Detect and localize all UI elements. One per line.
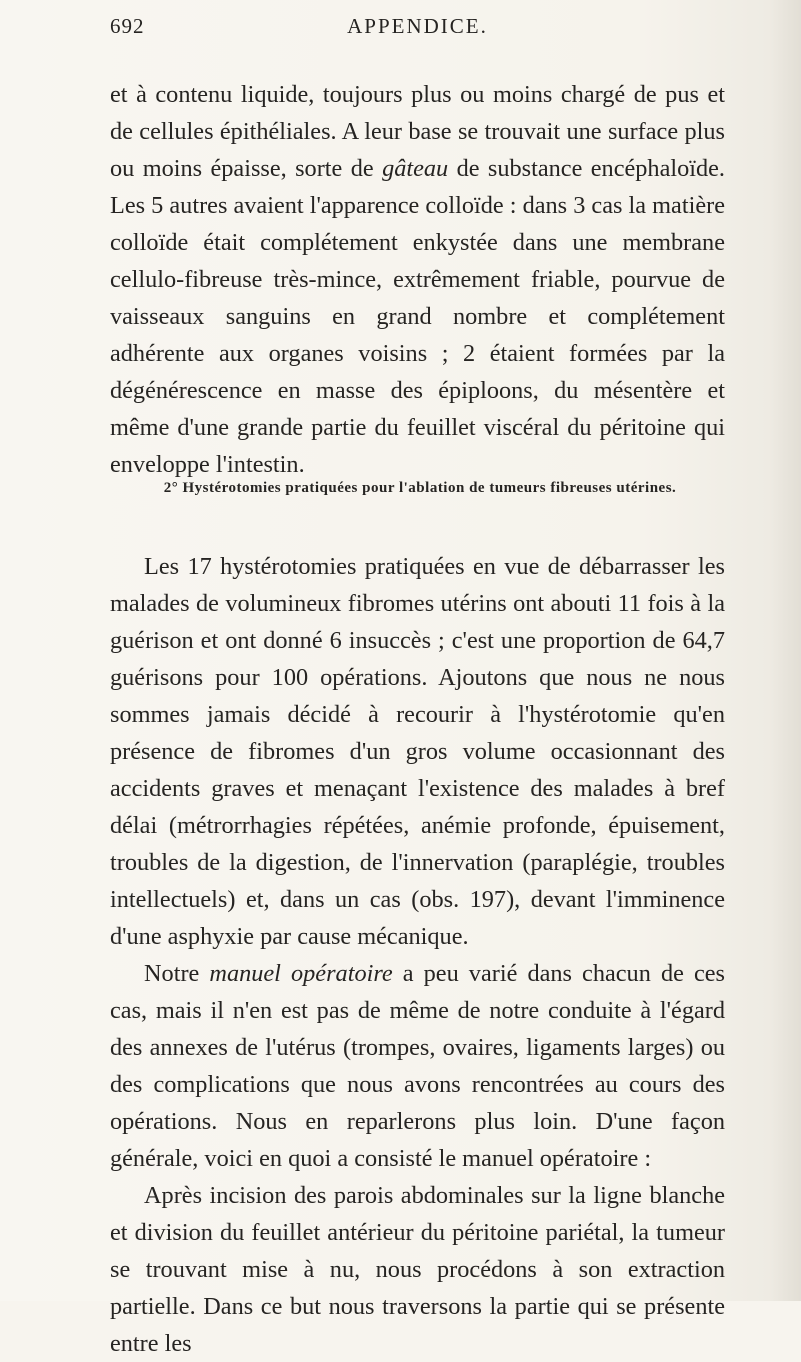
running-title: APPENDICE. <box>347 14 488 38</box>
page-header <box>110 14 725 48</box>
paragraph-3-italic: manuel opératoire <box>209 960 393 987</box>
paragraph-1-text-end: de substance encéphaloïde. Les 5 autres avaient l'apparence colloïde : dans 3 cas la matière colloïde était complétement enkystée dans une membrane cellulo-fibreuse très-mince, extrêmement friable, pourvue de vaisseaux sanguins en grand nombre et complétement adhérente aux organes voisins ; 2 étaient formées par la dégénérescence en masse des épiploons, du mésentère et même d'une grande partie du feuillet viscéral du péritoine qui enveloppe l'intestin. <box>110 155 726 478</box>
section-heading: 2° Hystérotomies pratiquées pour l'ablation de tumeurs fibreuses utérines. <box>163 480 677 496</box>
paragraph-4: Après incision des parois abdominales sur la ligne blanche et division du feuillet antérieur du péritoine pariétal, la tumeur se trouvant mise à nu, nous procédons à son extraction partielle. Dans ce but nous traversons la partie qui se présente entre les <box>110 1182 725 1357</box>
paragraph-1 <box>110 76 725 483</box>
paragraph-3 <box>110 955 725 1177</box>
paragraph-1-italic: gâteau <box>382 155 449 182</box>
paragraph-2: Les 17 hystérotomies pratiquées en vue de débarrasser les malades de volumineux fibromes utérins ont abouti 11 fois à la guérison et ont donné 6 insuccès ; c'est une proportion de 64,7 guérisons pour 100 opérations. Ajoutons que nous ne nous sommes jamais décidé à recourir à l'hystérotomie qu'en présence de fibromes d'un gros volume occasionnant des accidents graves et menaçant l'existence des malades à bref délai (métrorrhagies répétées, anémie profonde, épuisement, troubles de la digestion, de l'innervation (paraplégie, troubles intellectuels) et, dans un cas (obs. 197), devant l'imminence d'une asphyxie par cause mécanique. <box>110 553 725 950</box>
paragraph-1-text-start: et à contenu liquide, toujours plus ou moins chargé de pus et de cellules épithéliales. A leur base se trouvait une surface plus ou moins épaisse, sorte de <box>110 81 725 182</box>
body-paragraphs <box>110 548 725 1362</box>
paragraph-3-text-end: a peu varié dans chacun de ces cas, mais il n'en est pas de même de notre conduite à l'égard des annexes de l'utérus (trompes, ovaires, ligaments larges) ou des complications que nous avons rencontrées au cours des opérations. Nous en reparlerons plus loin. D'une façon générale, voici en quoi a consisté le manuel opératoire : <box>110 960 725 1172</box>
page-number: 692 <box>110 14 145 38</box>
paragraph-3-text-start: Notre <box>144 960 210 987</box>
